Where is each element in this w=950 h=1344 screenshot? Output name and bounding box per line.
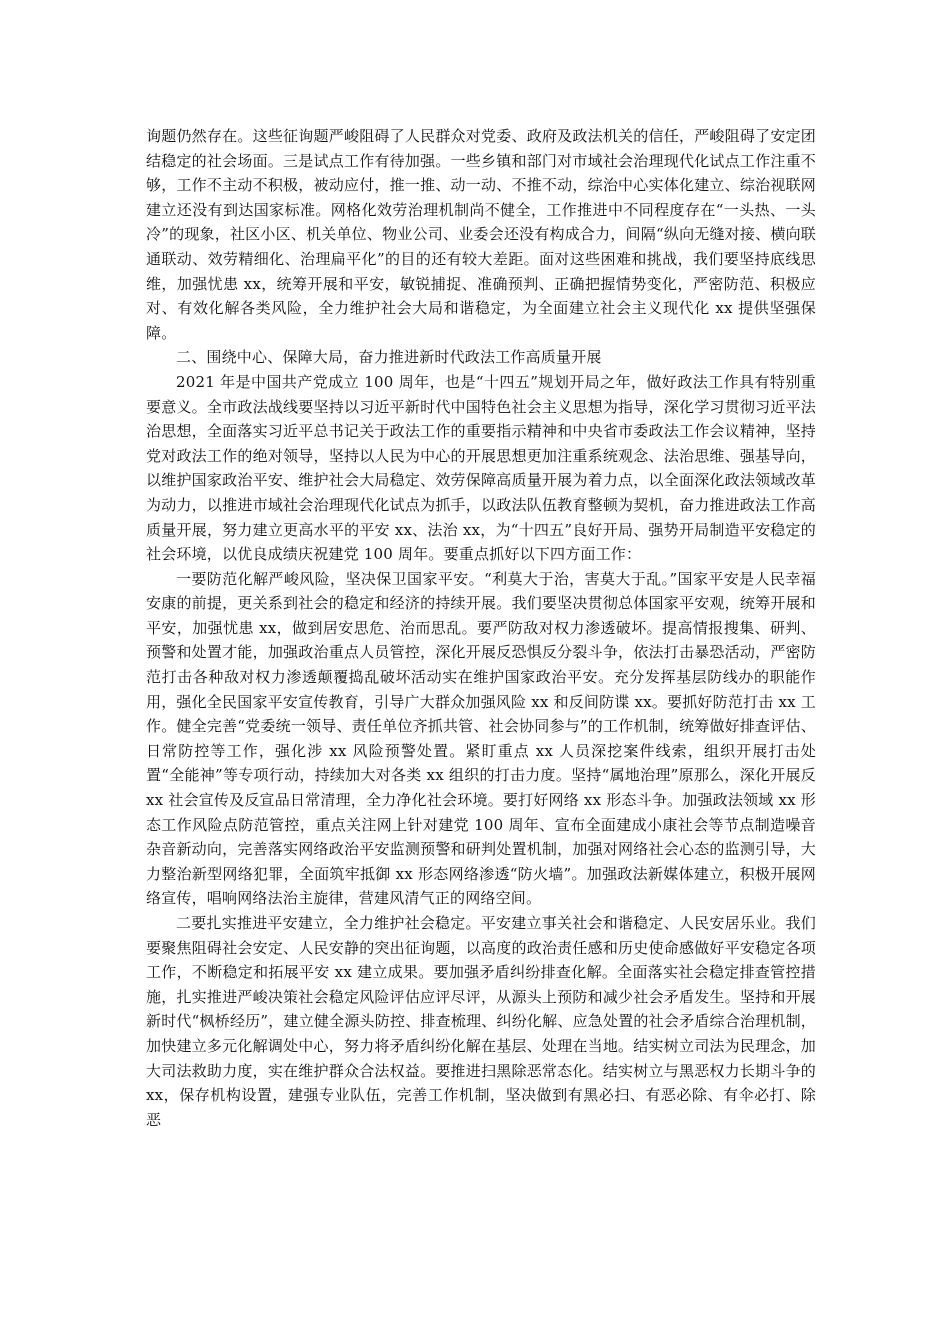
paragraph-national-security: 一要防范化解严峻风险，坚决保卫国家平安。“利莫大于治，害莫大于乱。”国家平安是人民幸福安康的前提，更关系到社会的稳定和经济的持续开展。我们要坚决贯彻总体国家平安观，统筹开展和平安，加强忧患 xx，做到居安思危、治而思乱。要严防敌对权力渗透破坏。提高情报搜集、研判、预警和处置才能，加强政治重点人员管控，深化开展反恐惧反分裂斗争，依法打击暴恐活动，严密防范打击各种敌对权力渗透颠覆捣乱破坏活动实在维护国家政治平安。充分发挥基层防线办的职能作用，强化全民国家平安宣传教育，引导广大群众加强风险 xx 和反间防谍 xx。要抓好防范打击 xx 工作。健全完善“党委统一领导、责任单位齐抓共管、社会协同参与”的工作机制，统筹做好排查评估、日常防控等工作，强化涉 xx 风险预警处置。紧盯重点 xx 人员深挖案件线索，组织开展打击处置“全能神”等专项行动，持续加大对各类 xx 组织的打击力度。坚持“属地治理”原那么，深化开展反 xx 社会宣传及反宣品日常清理，全力净化社会环境。要打好网络 xx 形态斗争。加强政法领域 xx 形态工作风险点防范管控，重点关注网上针对建党 100 周年、宣布全面建成小康社会等节点制造噪音杂音新动向，完善落实网络政治平安监测预警和研判处置机制，加强对网络社会心态的监测引导，大力整治新型网络犯罪，全面筑牢抵御 xx 形态网络渗透“防火墙”。加强政法新媒体建立，积极开展网络宣传，唱响网络法治主旋律，营建风清气正的网络空间。 — [146, 569, 816, 908]
document-body — [146, 124, 816, 1132]
paragraph-social-stability: 二要扎实推进平安建立，全力维护社会稳定。平安建立事关社会和谐稳定、人民安居乐业。我们要聚焦阻碍社会安定、人民安静的突出征询题，以高度的政治责任感和历史使命感做好平安稳定各项工作，不断稳定和拓展平安 xx 建立成果。要加强矛盾纠纷排查化解。全面落实社会稳定排查管控措施，扎实推进严峻决策社会稳定风险评估应评尽评，从源头上预防和减少社会矛盾发生。坚持和开展新时代“枫桥经历”，建立健全源头防控、排查梳理、纠纷化解、应急处置的社会矛盾综合治理机制，加快建立多元化解调处中心，努力将矛盾纠纷化解在基层、处理在当地。结实树立司法为民理念，加大司法救助力度，实在维护群众合法权益。要推进扫黑除恶常态化。结实树立与黑恶权力长期斗争的 xx，保存机构设置，建强专业队伍，完善工作机制，坚决做到有黑必扫、有恶必除、有伞必打、除恶 — [146, 914, 816, 1129]
section-heading: 二、围绕中心、保障大局，奋力推进新时代政法工作高质量开展 — [176, 348, 602, 367]
paragraph-continuation: 询题仍然存在。这些征询题严峻阻碍了人民群众对党委、政府及政法机关的信任，严峻阻碍了安定团结稳定的社会场面。三是试点工作有待加强。一些乡镇和部门对市域社会治理现代化试点工作注重不够，工作不主动不积极，被动应付，推一推、动一动、不推不动，综治中心实体化建立、综治视联网建立还没有到达国家标准。网格化效劳治理机制尚不健全，工作推进中不同程度存在“一头热、一头冷”的现象，社区小区、机关单位、物业公司、业委会还没有构成合力，间隔“纵向无缝对接、横向联通联动、效劳精细化、治理扁平化”的目的还有较大差距。面对这些困难和挑战，我们要坚持底线思维，加强忧患 xx，统筹开展和平安，敏锐捕捉、准确预判、正确把握情势变化，严密防范、积极应对、有效化解各类风险，全力维护社会大局和谐稳定，为全面建立社会主义现代化 xx 提供坚强保障。 — [146, 127, 816, 342]
paragraph-2021-overview: 2021 年是中国共产党成立 100 周年，也是“十四五”规划开局之年，做好政法工作具有特别重要意义。全市政法战线要坚持以习近平新时代中国特色社会主义思想为指导，深化学习贯彻习近平法治思想，全面落实习近平总书记关于政法工作的重要指示精神和中央省市委政法工作会议精神，坚持党对政法工作的绝对领导，坚持以人民为中心的开展思想更加注重系统观念、法治思维、强基导向，以维护国家政治平安、维护社会大局稳定、效劳保障高质量开展为着力点，以全面深化政法领域改革为动力，以推进市域社会治理现代化试点为抓手，以政法队伍教育整顿为契机，奋力推进政法工作高质量开展，努力建立更高水平的平安 xx、法治 xx，为“十四五”良好开局、强势开局制造平安稳定的社会环境，以优良成绩庆祝建党 100 周年。要重点抓好以下四方面工作： — [146, 372, 816, 564]
